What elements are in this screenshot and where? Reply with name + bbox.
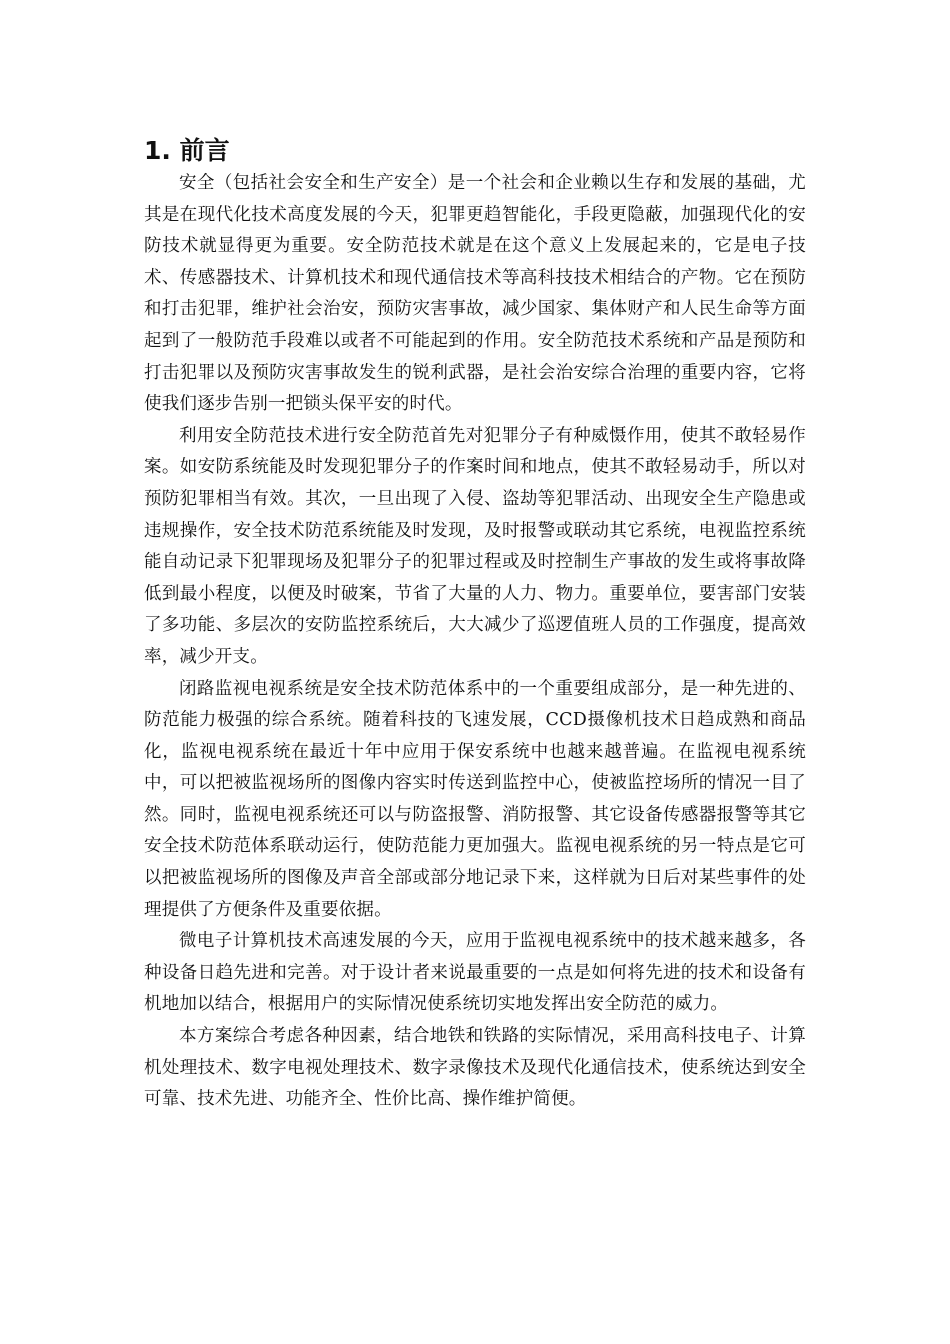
paragraph-2: 利用安全防范技术进行安全防范首先对犯罪分子有种威慑作用，使其不敢轻易作案。如安防系统能及时发现犯罪分子的作案时间和地点，使其不敢轻易动手，所以对预防犯罪相当有效。其次，一旦出现了入侵、盗劫等犯罪活动、出现安全生产隐患或违规操作，安全技术防范系统能及时发现，及时报警或联动其它系统，电视监控系统能自动记录下犯罪现场及犯罪分子的犯罪过程或及时控制生产事故的发生或将事故降低到最小程度，以便及时破案，节省了大量的人力、物力。重要单位，要害部门安装了多功能、多层次的安防监控系统后，大大减少了巡逻值班人员的工作强度，提高效率，减少开支。	[144, 425, 806, 667]
paragraph-1: 安全（包括社会安全和生产安全）是一个社会和企业赖以生存和发展的基础，尤其是在现代化技术高度发展的今天，犯罪更趋智能化，手段更隐蔽，加强现代化的安防技术就显得更为重要。安全防范技术就是在这个意义上发展起来的，它是电子技术、传感器技术、计算机技术和现代通信技术等高科技技术相结合的产物。它在预防和打击犯罪，维护社会治安，预防灾害事故，减少国家、集体财产和人民生命等方面起到了一般防范手段难以或者不可能起到的作用。安全防范技术系统和产品是预防和打击犯罪以及预防灾害事故发生的锐利武器，是社会治安综合治理的重要内容，它将使我们逐步告别一把锁头保平安的时代。	[144, 173, 806, 415]
document-page	[144, 134, 806, 1116]
section-heading: 1. 前言	[144, 136, 230, 165]
paragraph-3: 闭路监视电视系统是安全技术防范体系中的一个重要组成部分，是一种先进的、防范能力极强的综合系统。随着科技的飞速发展，CCD摄像机技术日趋成熟和商品化，监视电视系统在最近十年中应用于保安系统中也越来越普遍。在监视电视系统中，可以把被监视场所的图像内容实时传送到监控中心，使被监控场所的情况一目了然。同时，监视电视系统还可以与防盗报警、消防报警、其它设备传感器报警等其它安全技术防范体系联动运行，使防范能力更加强大。监视电视系统的另一特点是它可以把被监视场所的图像及声音全部或部分地记录下来，这样就为日后对某些事件的处理提供了方便条件及重要依据。	[144, 678, 806, 920]
paragraph-4: 微电子计算机技术高速发展的今天，应用于监视电视系统中的技术越来越多，各种设备日趋先进和完善。对于设计者来说最重要的一点是如何将先进的技术和设备有机地加以结合，根据用户的实际情况使系统切实地发挥出安全防范的威力。	[144, 931, 806, 1015]
paragraph-5: 本方案综合考虑各种因素，结合地铁和铁路的实际情况，采用高科技电子、计算机处理技术、数字电视处理技术、数字录像技术及现代化通信技术，使系统达到安全可靠、技术先进、功能齐全、性价比高、操作维护简便。	[144, 1026, 806, 1110]
